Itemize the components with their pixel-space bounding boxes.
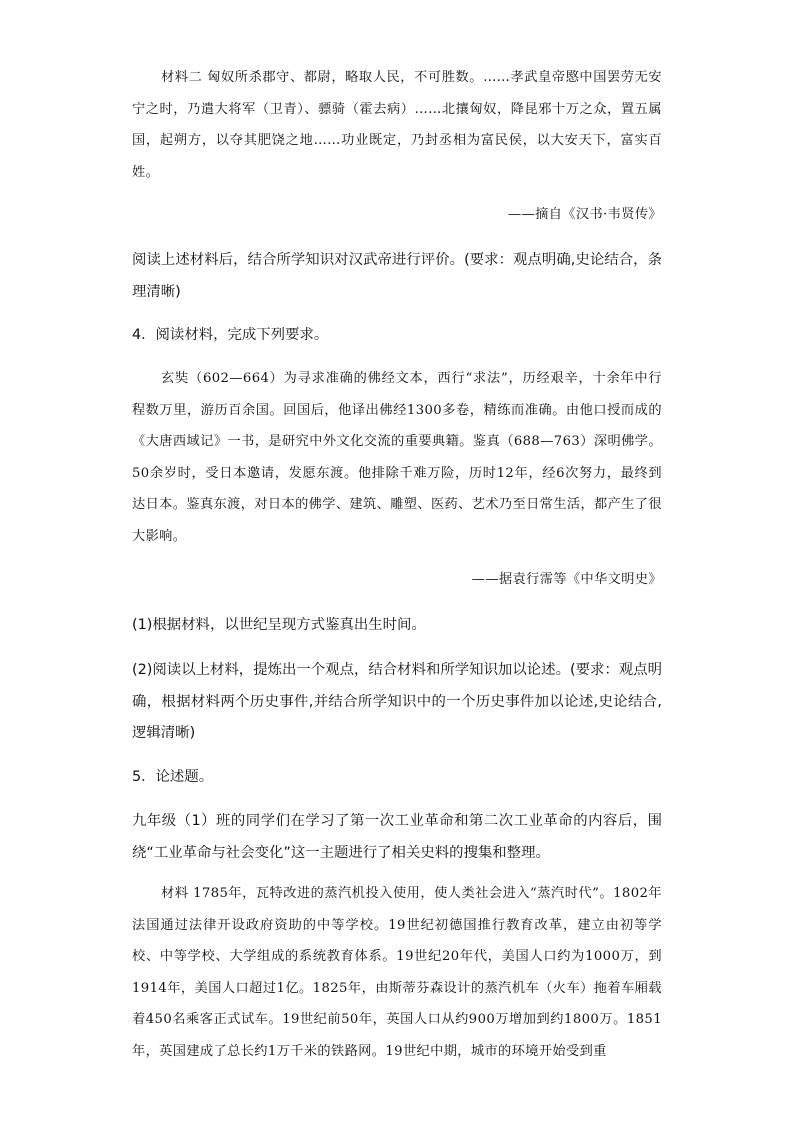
question-5-intro: 九年级（1）班的同学们在学习了第一次工业革命和第二次工业革命的内容后，围绕“工业革命与社会变化”这一主题进行了相关史料的搜集和整理。: [132, 813, 662, 861]
question-4-sub-2: (2)阅读以上材料，提炼出一个观点，结合材料和所学知识加以论述。(要求：观点明确，根据材料两个历史事件,并结合所学知识中的一个历史事件加以论述,史论结合,逻辑清晰): [132, 662, 662, 741]
question-5-heading: 5．论述题。: [132, 769, 214, 785]
question-3-instruction: 阅读上述材料后，结合所学知识对汉武帝进行评价。(要求：观点明确,史论结合，条理清晰): [132, 252, 662, 300]
question-5-material: 材料 1785年，瓦特改进的蒸汽机投入使用，使人类社会进入“蒸汽时代”。1802年法国通过法律开设政府资助的中等学校。19世纪初德国推行教育改革，建立由初等学校、中等学校、大学组成的系统教育体系。19世纪20年代，美国人口约为1000万，到1914年，美国人口超过1亿。1825年，由斯蒂芬森设计的蒸汽机车（火车）拖着车厢载着450名乘客正式试车。19世纪前50年，英国人口从约900万增加到约1800万。1851年，英国建成了总长约1万千米的铁路网。19世纪中期，城市的环境开始受到重: [132, 886, 662, 1059]
material-two-text: 材料二 匈奴所杀郡守、都尉，略取人民，不可胜数。……孝武皇帝愍中国罢劳无安宁之时，乃遣大将军（卫青）、骠骑（霍去病）……北攘匈奴，降昆邪十万之众，置五属国，起朔方，以夺其肥饶之地……功业既定，乃封丞相为富民侯，以大安天下，富实百姓。: [132, 70, 662, 180]
question-4-material: 玄奘（602—664）为寻求准确的佛经文本，西行“求法”，历经艰辛，十余年中行程数万里，游历百余国。回国后，他译出佛经1300多卷，精练而准确。由他口授而成的《大唐西域记》一书，是研究中外文化交流的重要典籍。鉴真（688—763）深明佛学。50余岁时，受日本邀请，发愿东渡。他排除千难万险，历时12年，经6次努力，最终到达日本。鉴真东渡，对日本的佛学、建筑、雕塑、医药、艺术乃至日常生活，都产生了很大影响。: [132, 371, 662, 544]
question-4-source: ——据袁行霈等《中华文明史》: [471, 572, 662, 587]
question-4-sub-1: (1)根据材料，以世纪呈现方式鉴真出生时间。: [132, 617, 426, 633]
question-4-heading: 4．阅读材料，完成下列要求。: [132, 327, 329, 343]
material-two-source: ——摘自《汉书·韦贤传》: [507, 207, 662, 222]
